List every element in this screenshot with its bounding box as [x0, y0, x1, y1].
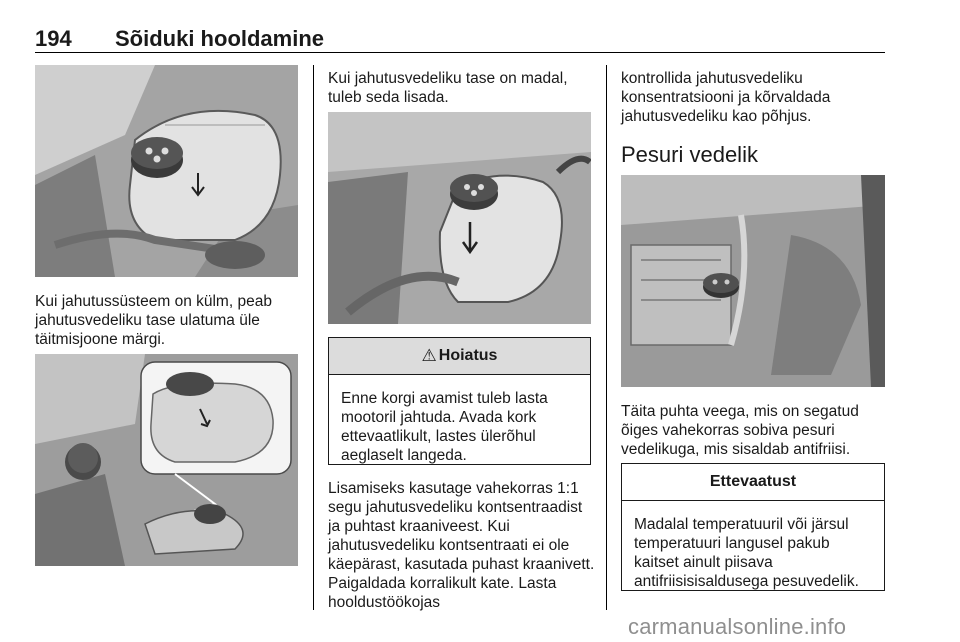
- coolant-reservoir-photo: [35, 65, 298, 277]
- caution-box: [621, 463, 885, 591]
- coolant-check-continuation: kontrollida jahutusvedeliku konsentratsiooni ja kõrvaldada jahutusvedeliku kao põhjus.: [621, 70, 831, 125]
- washer-fill-instructions: Täita puhta veega, mis on segatud õiges vahekorras sobiva pesuri vedelikuga, mis sisaldab antifriisi.: [621, 403, 859, 458]
- header-rule: [35, 52, 885, 53]
- caution-box-title: Ettevaatust: [709, 473, 797, 490]
- coolant-level-caption: Kui jahutussüsteem on külm, peab jahutusvedeliku tase ulatuma üle täitmisjoone märgi.: [35, 293, 272, 348]
- chapter-title: Sõiduki hooldamine: [115, 26, 325, 51]
- coolant-reservoir-arrow-photo: [328, 112, 591, 324]
- warning-triangle-icon: ⚠: [421, 346, 437, 365]
- warning-box-title: Hoiatus: [438, 347, 498, 364]
- coolant-low-intro: Kui jahutusvedeliku tase on madal, tuleb seda lisada.: [328, 70, 568, 106]
- warning-box: [328, 337, 591, 465]
- washer-fluid-heading: Pesuri vedelik: [621, 142, 758, 167]
- page-header: [35, 26, 885, 52]
- washer-fluid-reservoir-photo: [621, 175, 885, 387]
- coolant-reservoir-detail-photo: [35, 354, 298, 566]
- caution-box-header: [622, 464, 884, 501]
- watermark: carmanualsonline.info: [628, 614, 847, 639]
- page-number: 194: [35, 26, 72, 51]
- coolant-mix-instructions: Lisamiseks kasutage vahekorras 1:1 segu jahutusvedeliku kontsentraadist ja puhtast kraaniveest. Kui jahutusvedeliku kontsentraati ei ole käepärast, kasutada puhast kraanivett. Paigaldada korralikult kate. Lasta hooldustöökojas: [328, 480, 595, 611]
- column-divider-1: [313, 65, 314, 610]
- warning-box-text: Enne korgi avamist tuleb lasta mootoril jahtuda. Avada kork ettevaatlikult, lastes ülerõhul aeglaselt langeda.: [341, 390, 548, 464]
- column-divider-2: [606, 65, 607, 610]
- warning-box-header: [329, 338, 590, 375]
- caution-box-text: Madalal temperatuuril või järsul temperatuuri langusel pakub kaitset ainult piisava antifriisisisaldusega pesuvedelik.: [634, 516, 859, 590]
